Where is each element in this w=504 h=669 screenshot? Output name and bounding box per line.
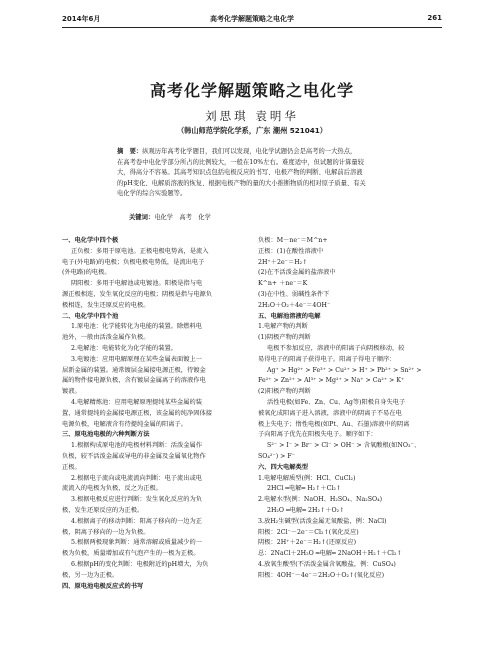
- body-line: 2.根据电子流向或电流流向判断：电子流出或电: [71, 474, 202, 482]
- body-line: 阴阳极：多用于电解池或电镀池。阳极是指与电: [71, 280, 203, 288]
- abstract-line: 摘 要：纵观历年高考化学题目，我们可以发现，电化学试题仍会是高考的一大热点，: [117, 148, 357, 155]
- body-line: 2.电解水型(例：NaOH、H₂SO₄、Na₂SO₄): [258, 496, 383, 504]
- keywords-label: 关键词：: [129, 214, 155, 221]
- body-line: 4.放氧生酸型(不活泼金属含氧酸盐，例：CuSO₄): [258, 560, 396, 568]
- body-line: 层新金属的装置。通常镀层金属接电源正极，待镀金: [62, 366, 206, 374]
- body-line: 1.电解电解质型(例：HCl、CuCl₂): [258, 474, 356, 482]
- body-line: 子向阳离子优先在阳极失电子。顺序如下：: [258, 431, 377, 439]
- body-line: 负极，较不活泼金属或导电的非金属及金属氧化物作: [62, 452, 206, 460]
- abstract: [117, 147, 393, 200]
- body-line: 镀液。: [62, 388, 81, 396]
- body-line: 正极。: [62, 463, 81, 471]
- article-authors: 刘思琪 袁明华: [205, 109, 299, 123]
- header-journal-title: 高考化学解题策略之电化学: [210, 15, 294, 23]
- body-line: (1)阴极产物的判断: [258, 334, 311, 342]
- body-line: 2H₂O＋O₂＋4e⁻＝4OH⁻: [258, 301, 331, 309]
- header-page-number: 261: [427, 14, 442, 22]
- body-line: (外电路)的电极。: [62, 269, 111, 277]
- body-line: 正负极：多用于原电池。正极电极电势高，是流入: [71, 247, 209, 255]
- body-line: 4.根据离子的移动判断：阳离子移向的一边为正: [71, 517, 202, 525]
- body-line: 2HCl ═电解═ H₂↑＋Cl₂↑: [267, 485, 342, 493]
- body-line: 6.根据pH的变化判断：电极附近的pH增大，为负: [71, 560, 209, 568]
- body-line: 阳极：4OH⁻－4e⁻＝2H₂O＋O₂↑(氧化反应): [258, 571, 385, 579]
- body-line: 电子(外电路)的电极；负极电极电势低，是流出电子: [62, 258, 205, 266]
- body-line: SO₄²⁻) > F⁻: [258, 452, 295, 460]
- body-line: K^n+ ＋ne⁻＝K: [258, 280, 308, 288]
- body-line: (2)阳极产物的判断: [258, 388, 311, 396]
- body-line: 5.根据两极现象判断：通常溶解或质量减少的一: [71, 539, 202, 547]
- body-line: 4.电解精炼池：应用电解原理提纯某些金属的装: [71, 398, 202, 406]
- section-heading: 一、电化学中四个极: [62, 237, 119, 244]
- body-line: S²⁻ > I⁻ > Br⁻ > Cl⁻ > OH⁻ > 含氧酸根(如NO₃⁻、: [267, 442, 421, 450]
- body-line: 极，另一边为正极。: [62, 571, 119, 579]
- keywords: [129, 212, 211, 221]
- abstract-line: 在高考卷中电化学部分所占的比例较大，一般在10%左右。难度适中，但试题的计算量较: [117, 158, 364, 166]
- keywords-value: 电化学 高考 化学: [154, 214, 211, 221]
- body-line: (2)在不活泼金属的盐溶液中: [258, 269, 336, 277]
- body-line: 极，发生还原反应的为正极。: [62, 506, 144, 514]
- body-line: 阳极：2Cl⁻－2e⁻＝Cl₂↑(氧化反应): [258, 528, 359, 536]
- body-line: 1.原电池：化学能转化为电能的装置。除燃料电: [71, 323, 202, 331]
- body-line: 正极：(1)在酸性溶液中: [258, 247, 324, 255]
- body-line: 极上失电子；惰性电极(如Pt、Au、石墨)溶液中的阴离: [258, 420, 410, 428]
- body-line: 源正极相连，发生氧化反应的电极；阴极是指与电源负: [62, 290, 212, 298]
- body-line: Ag⁺ > Hg²⁺ > Fe³⁺ > Cu²⁺ > H⁺ > Pb²⁺ > Sn²⁺ >: [267, 366, 422, 374]
- body-line: 负极：M－ne⁻＝M^n+: [258, 237, 328, 244]
- abstract-line: 大，得高分不容易。其高考知识点包括电极反应的书写、电极产物的判断、电解前后溶液: [117, 169, 363, 176]
- body-line: 极，阴离子移向的一边为负极。: [62, 528, 150, 536]
- body-line: 1.电解产物的判断: [258, 323, 308, 331]
- section-heading: 二、电化学中四个池: [62, 312, 119, 320]
- header-rule: [62, 27, 442, 28]
- header-date: 2014年6月: [62, 15, 101, 23]
- body-line: 电源负极，电解液含有待提纯金属的阳离子。: [62, 420, 187, 428]
- body-line: 电极不参加反应，溶液中的阳离子向阴极移动，较: [267, 344, 405, 352]
- body-line: 极为负极，质量增加或有气泡产生的一极为正极。: [62, 550, 200, 558]
- body-line: 3.电镀池：应用电解原理在某些金属表面镀上一: [71, 355, 202, 363]
- article-title: 高考化学解题策略之电化学: [149, 81, 354, 100]
- body-line: 被氧化成阳离子进入溶液，溶液中的阴离子不易在电: [258, 409, 402, 417]
- body-line: (3)在中性、弱碱性条件下: [258, 290, 330, 298]
- body-right-column: [258, 236, 446, 582]
- abstract-line: 电化学的综合实验题等。: [117, 190, 187, 197]
- body-line: 3.放H₂生碱型(活泼金属无氧酸盐，例：NaCl): [258, 517, 387, 525]
- body-line: 3.根据电极反应进行判断：发生氧化反应的为负: [71, 496, 202, 504]
- article-affiliation: （韩山师范学院化学系，广东 潮州 521041）: [176, 126, 327, 135]
- abstract-line: 的pH变化、电解质溶液的恢复、根据电极产物的量的大小推断物质的相对原子质量、有关: [117, 179, 366, 187]
- body-line: 1.根据构成原电池的电极材料判断：活泼金属作: [71, 442, 202, 450]
- body-line: 总：2NaCl＋2H₂O ═电解═ 2NaOH＋H₂↑＋Cl₂↑: [258, 550, 402, 558]
- abstract-label: 摘 要：: [117, 148, 143, 155]
- body-line: 2H₂O ═电解═ 2H₂↑＋O₂↑: [267, 506, 345, 514]
- body-line: 流流入的电极为负极，反之为正极。: [62, 485, 162, 493]
- body-line: 属的物件接电源负极，含有镀层金属离子的溶液作电: [62, 377, 206, 385]
- section-heading: 五、电解池溶液的电解: [258, 312, 321, 320]
- body-left-column: [62, 236, 250, 592]
- body-line: 置，通常提纯的金属接电源正极，该金属的纯净固体接: [62, 409, 212, 417]
- body-line: 2.电解池：电能转化为化学能的装置。: [71, 344, 177, 352]
- section-heading: 三、原电池电极的六种判断方法: [62, 431, 150, 439]
- body-line: 易得电子的阳离子获得电子。阳离子得电子顺序：: [258, 355, 396, 363]
- body-line: 活性电极(如Fe、Zn、Cu、Ag等)阳极自身失电子: [267, 398, 406, 406]
- body-line: 2H⁺＋2e⁻＝H₂↑: [258, 258, 308, 266]
- section-heading: 六、四大电解类型: [258, 463, 308, 471]
- body-line: 池外，一般由活泼金属作负极。: [62, 334, 150, 342]
- body-line: 极相连，发生还原反应的电极。: [62, 301, 150, 309]
- section-heading: 四、原电池电极反应式的书写: [62, 582, 144, 590]
- body-line: 阴极：2H⁺＋2e⁻＝H₂↑(还原反应): [258, 539, 357, 547]
- body-line: Fe²⁺ > Zn²⁺ > Al³⁺ > Mg²⁺ > Na⁺ > Ca²⁺ > K⁺: [258, 377, 405, 385]
